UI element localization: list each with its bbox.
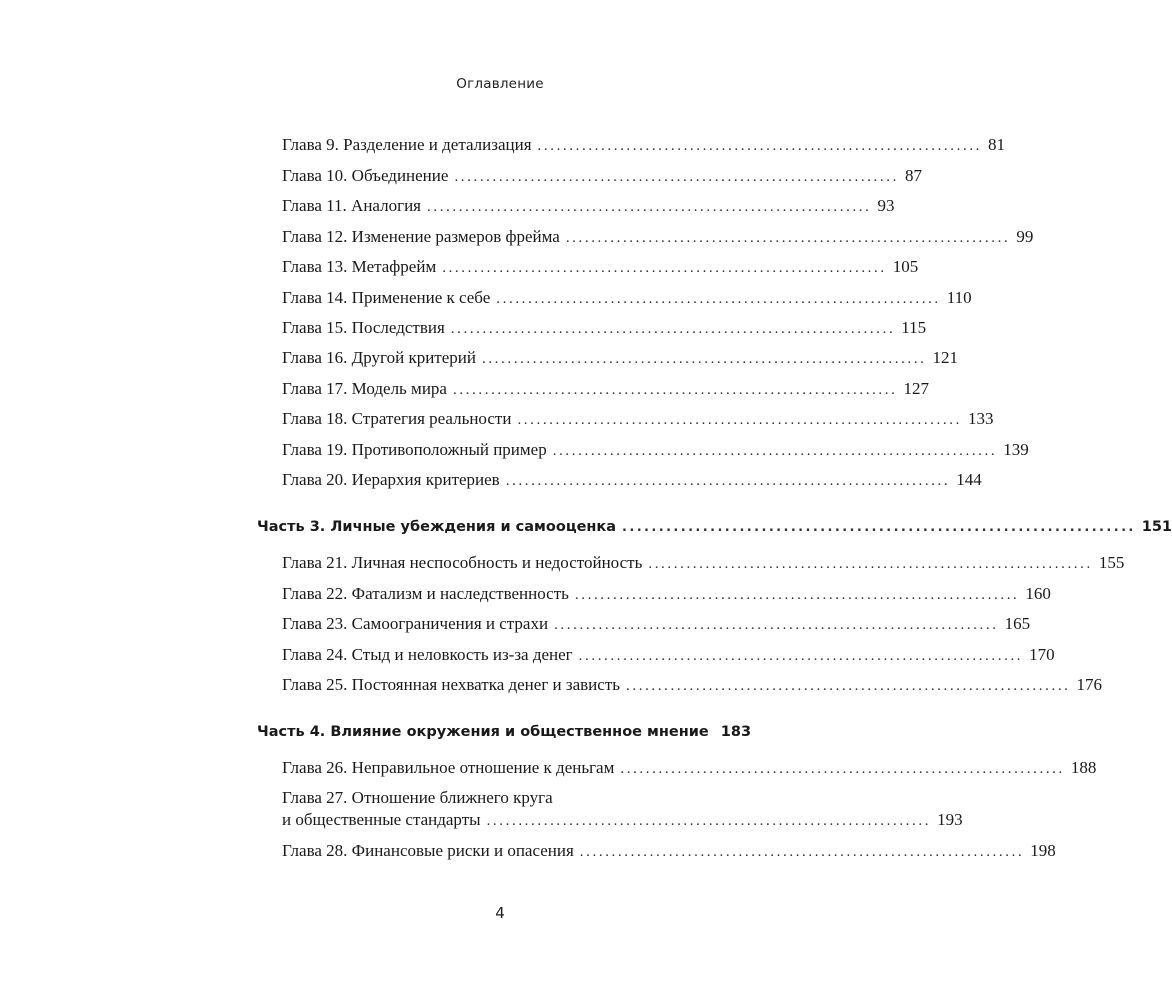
dot-leader: ...................................................................... [648, 556, 1093, 572]
toc-entry-page: 115 [901, 318, 927, 337]
toc-entry-page: 188 [1070, 758, 1097, 777]
toc-entry-title: Глава 14. Применение к себе [282, 288, 491, 307]
toc-entry-title-line2: и общественные стандарты [282, 810, 481, 829]
toc-entry-title: Глава 25. Постоянная нехватка денег и зависть [282, 675, 621, 694]
toc-entry-page: 193 [937, 810, 963, 829]
toc-entry-page: 127 [903, 379, 929, 398]
dot-leader: ...................................................................... [537, 138, 983, 154]
dot-leader: ...................................................................... [486, 813, 932, 829]
toc-entry-page: 165 [1004, 614, 1031, 633]
toc-entry-title: Глава 18. Стратегия реальности [282, 409, 512, 428]
dot-leader: ...................................................................... [496, 291, 941, 307]
toc-entry-title: Часть 3. Личные убеждения и самооценка [257, 519, 617, 535]
toc-entry-title: Глава 16. Другой критерий [282, 348, 476, 367]
toc-entry-page: 81 [988, 135, 1006, 154]
toc-entry-chapter-13[interactable] [282, 257, 919, 277]
toc-entry-chapter-24[interactable] [282, 645, 1055, 665]
toc-entry-chapter-23[interactable] [282, 614, 1031, 634]
toc-entry-chapter-15[interactable] [282, 318, 927, 338]
toc-entry-page: 133 [967, 409, 994, 428]
dot-leader: ...................................................................... [552, 443, 998, 459]
toc-entry-title: Глава 10. Объединение [282, 166, 449, 185]
toc-entry-title: Глава 15. Последствия [282, 318, 445, 337]
toc-entry-title: Глава 12. Изменение размеров фрейма [282, 227, 560, 246]
dot-leader: ...................................................................... [454, 169, 899, 185]
dot-leader: ...................................................................... [620, 761, 1065, 777]
toc-entry-chapter-11[interactable] [282, 196, 895, 216]
toc-entry-chapter-14[interactable] [282, 288, 972, 308]
dot-leader: ...................................................................... [574, 587, 1020, 603]
dot-leader: ...................................................................... [481, 351, 927, 367]
toc-entry-title: Глава 22. Фатализм и наследственность [282, 584, 569, 603]
toc-entry-title: Глава 24. Стыд и неловкость из-за денег [282, 645, 573, 664]
toc-entry-chapter-12[interactable] [282, 227, 1034, 247]
toc-entry-chapter-28[interactable] [282, 841, 1056, 861]
toc-entry-page: 121 [932, 348, 958, 367]
toc-entry-page: 139 [1003, 440, 1029, 459]
toc-entry-title: Глава 13. Метафрейм [282, 257, 437, 276]
dot-leader: ...................................................................... [442, 260, 887, 276]
toc-entry-title: Глава 9. Разделение и детализация [282, 135, 532, 154]
toc-entry-chapter-27-line1[interactable]: Глава 27. Отношение ближнего круга [282, 788, 553, 807]
toc-entry-page: 99 [1016, 227, 1034, 246]
dot-leader: ...................................................................... [554, 617, 999, 633]
toc-entry-page: 87 [904, 166, 922, 185]
dot-leader: ...................................................................... [622, 520, 1136, 535]
dot-leader: ...................................................................... [450, 321, 896, 337]
toc-entry-chapter-21[interactable] [282, 553, 1125, 573]
dot-leader: ...................................................................... [427, 199, 872, 215]
toc-entry-page: 176 [1076, 675, 1103, 694]
toc-entry-title: Глава 28. Финансовые риски и опасения [282, 841, 574, 860]
toc-entry-page: 155 [1098, 553, 1125, 572]
dot-leader: ...................................................................... [452, 382, 898, 398]
toc-entry-title: Глава 19. Противоположный пример [282, 440, 547, 459]
toc-entry-title: Глава 11. Аналогия [282, 196, 421, 215]
page-number: 4 [495, 904, 505, 922]
toc-entry-part-3[interactable] [257, 519, 1172, 535]
toc-entry-chapter-25[interactable] [282, 675, 1103, 695]
toc-entry-page: 144 [956, 470, 982, 489]
page-header: Оглавление [456, 76, 544, 92]
toc-entry-title: Глава 23. Самоограничения и страхи [282, 614, 549, 633]
dot-leader: ...................................................................... [578, 648, 1024, 664]
dot-leader: ...................................................................... [626, 678, 1071, 694]
toc-entry-page: 183 [720, 724, 752, 740]
toc-entry-chapter-22[interactable] [282, 584, 1051, 604]
toc-entry-chapter-26[interactable] [282, 758, 1097, 778]
toc-entry-page: 160 [1025, 584, 1051, 603]
toc-entry-title: Глава 20. Иерархия критериев [282, 470, 500, 489]
toc-entry-chapter-18[interactable] [282, 409, 994, 429]
toc-entry-title: Глава 26. Неправильное отношение к деньгам [282, 758, 615, 777]
toc-entry-title: Часть 4. Влияние окружения и общественное мнение [257, 724, 709, 740]
toc-entry-page: 105 [892, 257, 919, 276]
toc-entry-page: 170 [1029, 645, 1055, 664]
toc-entry-page: 198 [1030, 841, 1056, 860]
dot-leader: ...................................................................... [579, 844, 1025, 860]
toc-entry-page: 151 [1141, 519, 1172, 535]
toc-entry-title: Глава 17. Модель мира [282, 379, 447, 398]
toc-entry-page: 93 [877, 196, 895, 215]
toc-entry-chapter-17[interactable] [282, 379, 929, 399]
toc-entry-chapter-19[interactable] [282, 440, 1029, 460]
dot-leader: ...................................................................... [505, 473, 951, 489]
toc-entry-chapter-20[interactable] [282, 470, 982, 490]
toc-entry-part-4[interactable] [257, 724, 752, 740]
toc-entry-chapter-10[interactable] [282, 166, 922, 186]
toc-entry-page: 110 [946, 288, 972, 307]
toc-entry-title: Глава 21. Личная неспособность и недостойность [282, 553, 643, 572]
dot-leader: ...................................................................... [565, 230, 1011, 246]
toc-entry-chapter-27[interactable] [282, 810, 963, 830]
dot-leader: ...................................................................... [517, 412, 962, 428]
toc-entry-chapter-9[interactable] [282, 135, 1006, 155]
toc-entry-chapter-16[interactable] [282, 348, 958, 368]
